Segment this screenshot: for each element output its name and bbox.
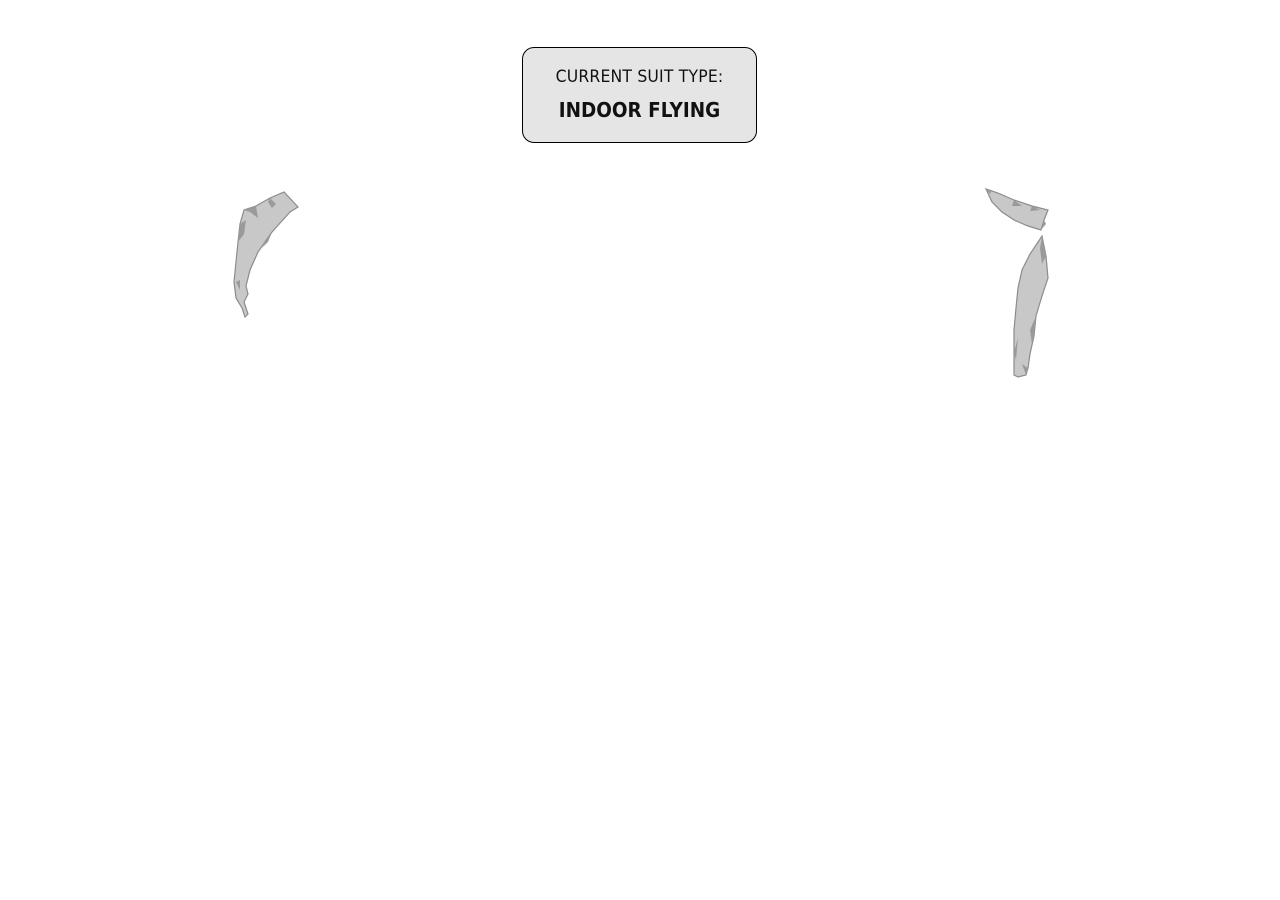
left-sleeve-piece[interactable] (228, 190, 308, 320)
suit-type-value: INDOOR FLYING (558, 98, 721, 122)
suit-type-panel (522, 47, 757, 143)
suit-type-label: CURRENT SUIT TYPE: (555, 67, 724, 87)
right-sleeve-piece[interactable] (1008, 234, 1058, 384)
right-shoulder-piece[interactable] (984, 186, 1054, 236)
